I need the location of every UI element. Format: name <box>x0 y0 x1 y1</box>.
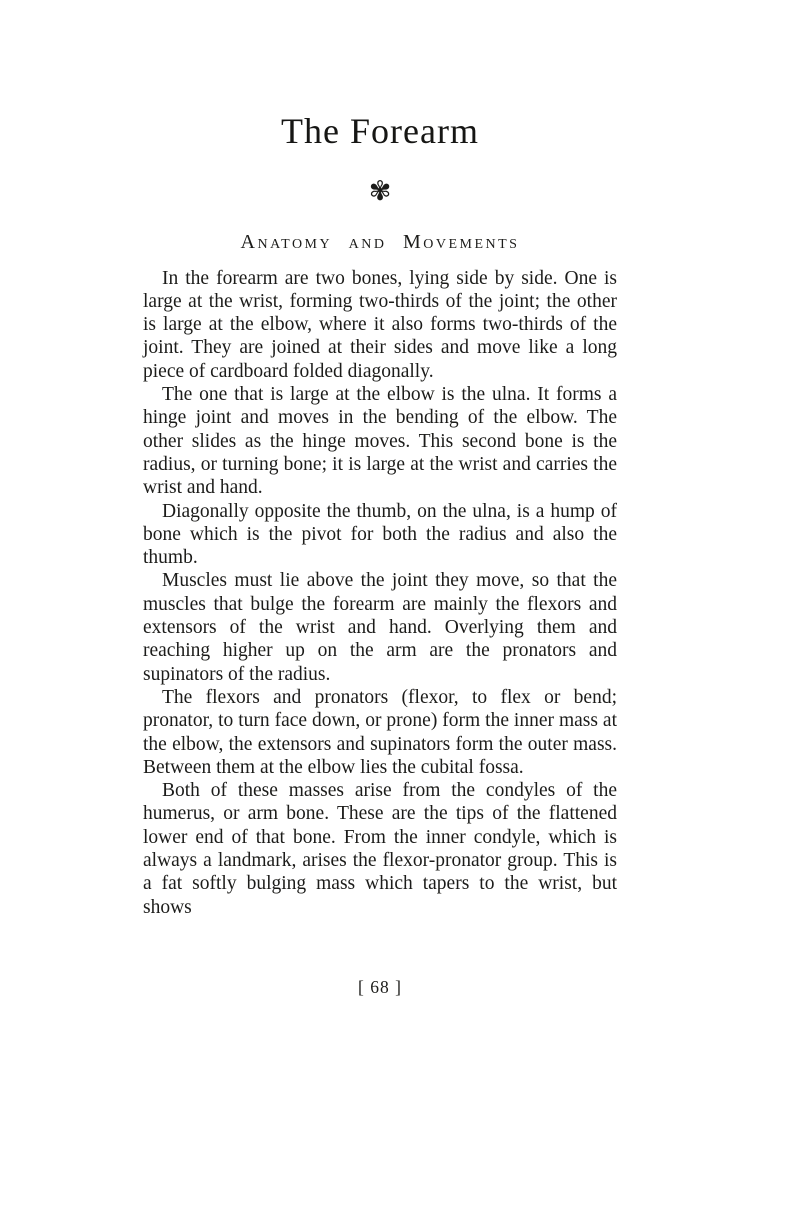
rosette-ornament-icon: ✾ <box>368 175 392 207</box>
paragraph: In the forearm are two bones, lying side by side. One is large at the wrist, forming two-thirds of the joint; the other is large at the elbow, where it also forms two-thirds of the joint. They are joined at their sides and move like a long piece of cardboard folded diagonally. <box>143 267 617 382</box>
paragraph: Diagonally opposite the thumb, on the ulna, is a hump of bone which is the pivot for both the radius and also the thumb. <box>143 500 617 569</box>
paragraph: Muscles must lie above the joint they move, so that the muscles that bulge the forearm are mainly the flexors and extensors of the wrist and hand. Overlying them and reaching higher up on the arm are the pronators and supinators of the radius. <box>143 570 617 685</box>
text-column <box>143 0 617 919</box>
page-number: [ 68 ] <box>358 977 402 997</box>
chapter-title: The Forearm <box>281 111 479 151</box>
paragraph: Both of these masses arise from the condyles of the humerus, or arm bone. These are the tips of the flattened lower end of that bone. From the inner condyle, which is always a landmark, arises the flexor-pronator group. This is a fat softly bulging mass which tapers to the wrist, but shows <box>143 780 617 918</box>
body-text <box>143 267 617 919</box>
section-heading: Anatomy and Movements <box>240 230 520 253</box>
paragraph: The flexors and pronators (flexor, to flex or bend; pronator, to turn face down, or prone) form the inner mass at the elbow, the extensors and supinators form the outer mass. Between them at the elbow lies the cubital fossa. <box>143 686 617 778</box>
paragraph: The one that is large at the elbow is the ulna. It forms a hinge joint and moves in the bending of the elbow. The other slides as the hinge moves. This second bone is the radius, or turning bone; it is large at the wrist and carries the wrist and hand. <box>143 384 617 499</box>
